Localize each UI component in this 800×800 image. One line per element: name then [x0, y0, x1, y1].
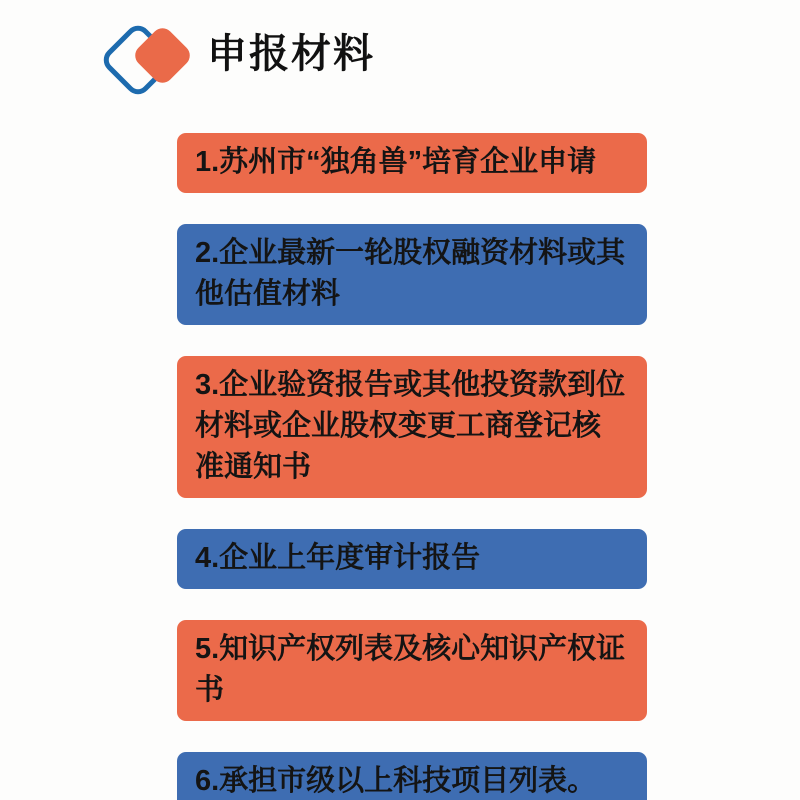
list-item-2: 2.企业最新一轮股权融资材料或其他估值材料: [177, 224, 647, 325]
page-title: 申报材料: [207, 32, 375, 76]
diamond-logo-icon: [105, 20, 205, 110]
list-item-5: 5.知识产权列表及核心知识产权证书: [177, 620, 647, 721]
list-item-1: 1.苏州市“独角兽”培育企业申请: [177, 133, 647, 193]
header: [0, 0, 800, 120]
list-item-4: 4.企业上年度审计报告: [177, 529, 647, 589]
list-item-3: 3.企业验资报告或其他投资款到位材料或企业股权变更工商登记核准通知书: [177, 356, 647, 498]
materials-list: [177, 133, 647, 800]
list-item-6: 6.承担市级以上科技项目列表。: [177, 752, 647, 800]
